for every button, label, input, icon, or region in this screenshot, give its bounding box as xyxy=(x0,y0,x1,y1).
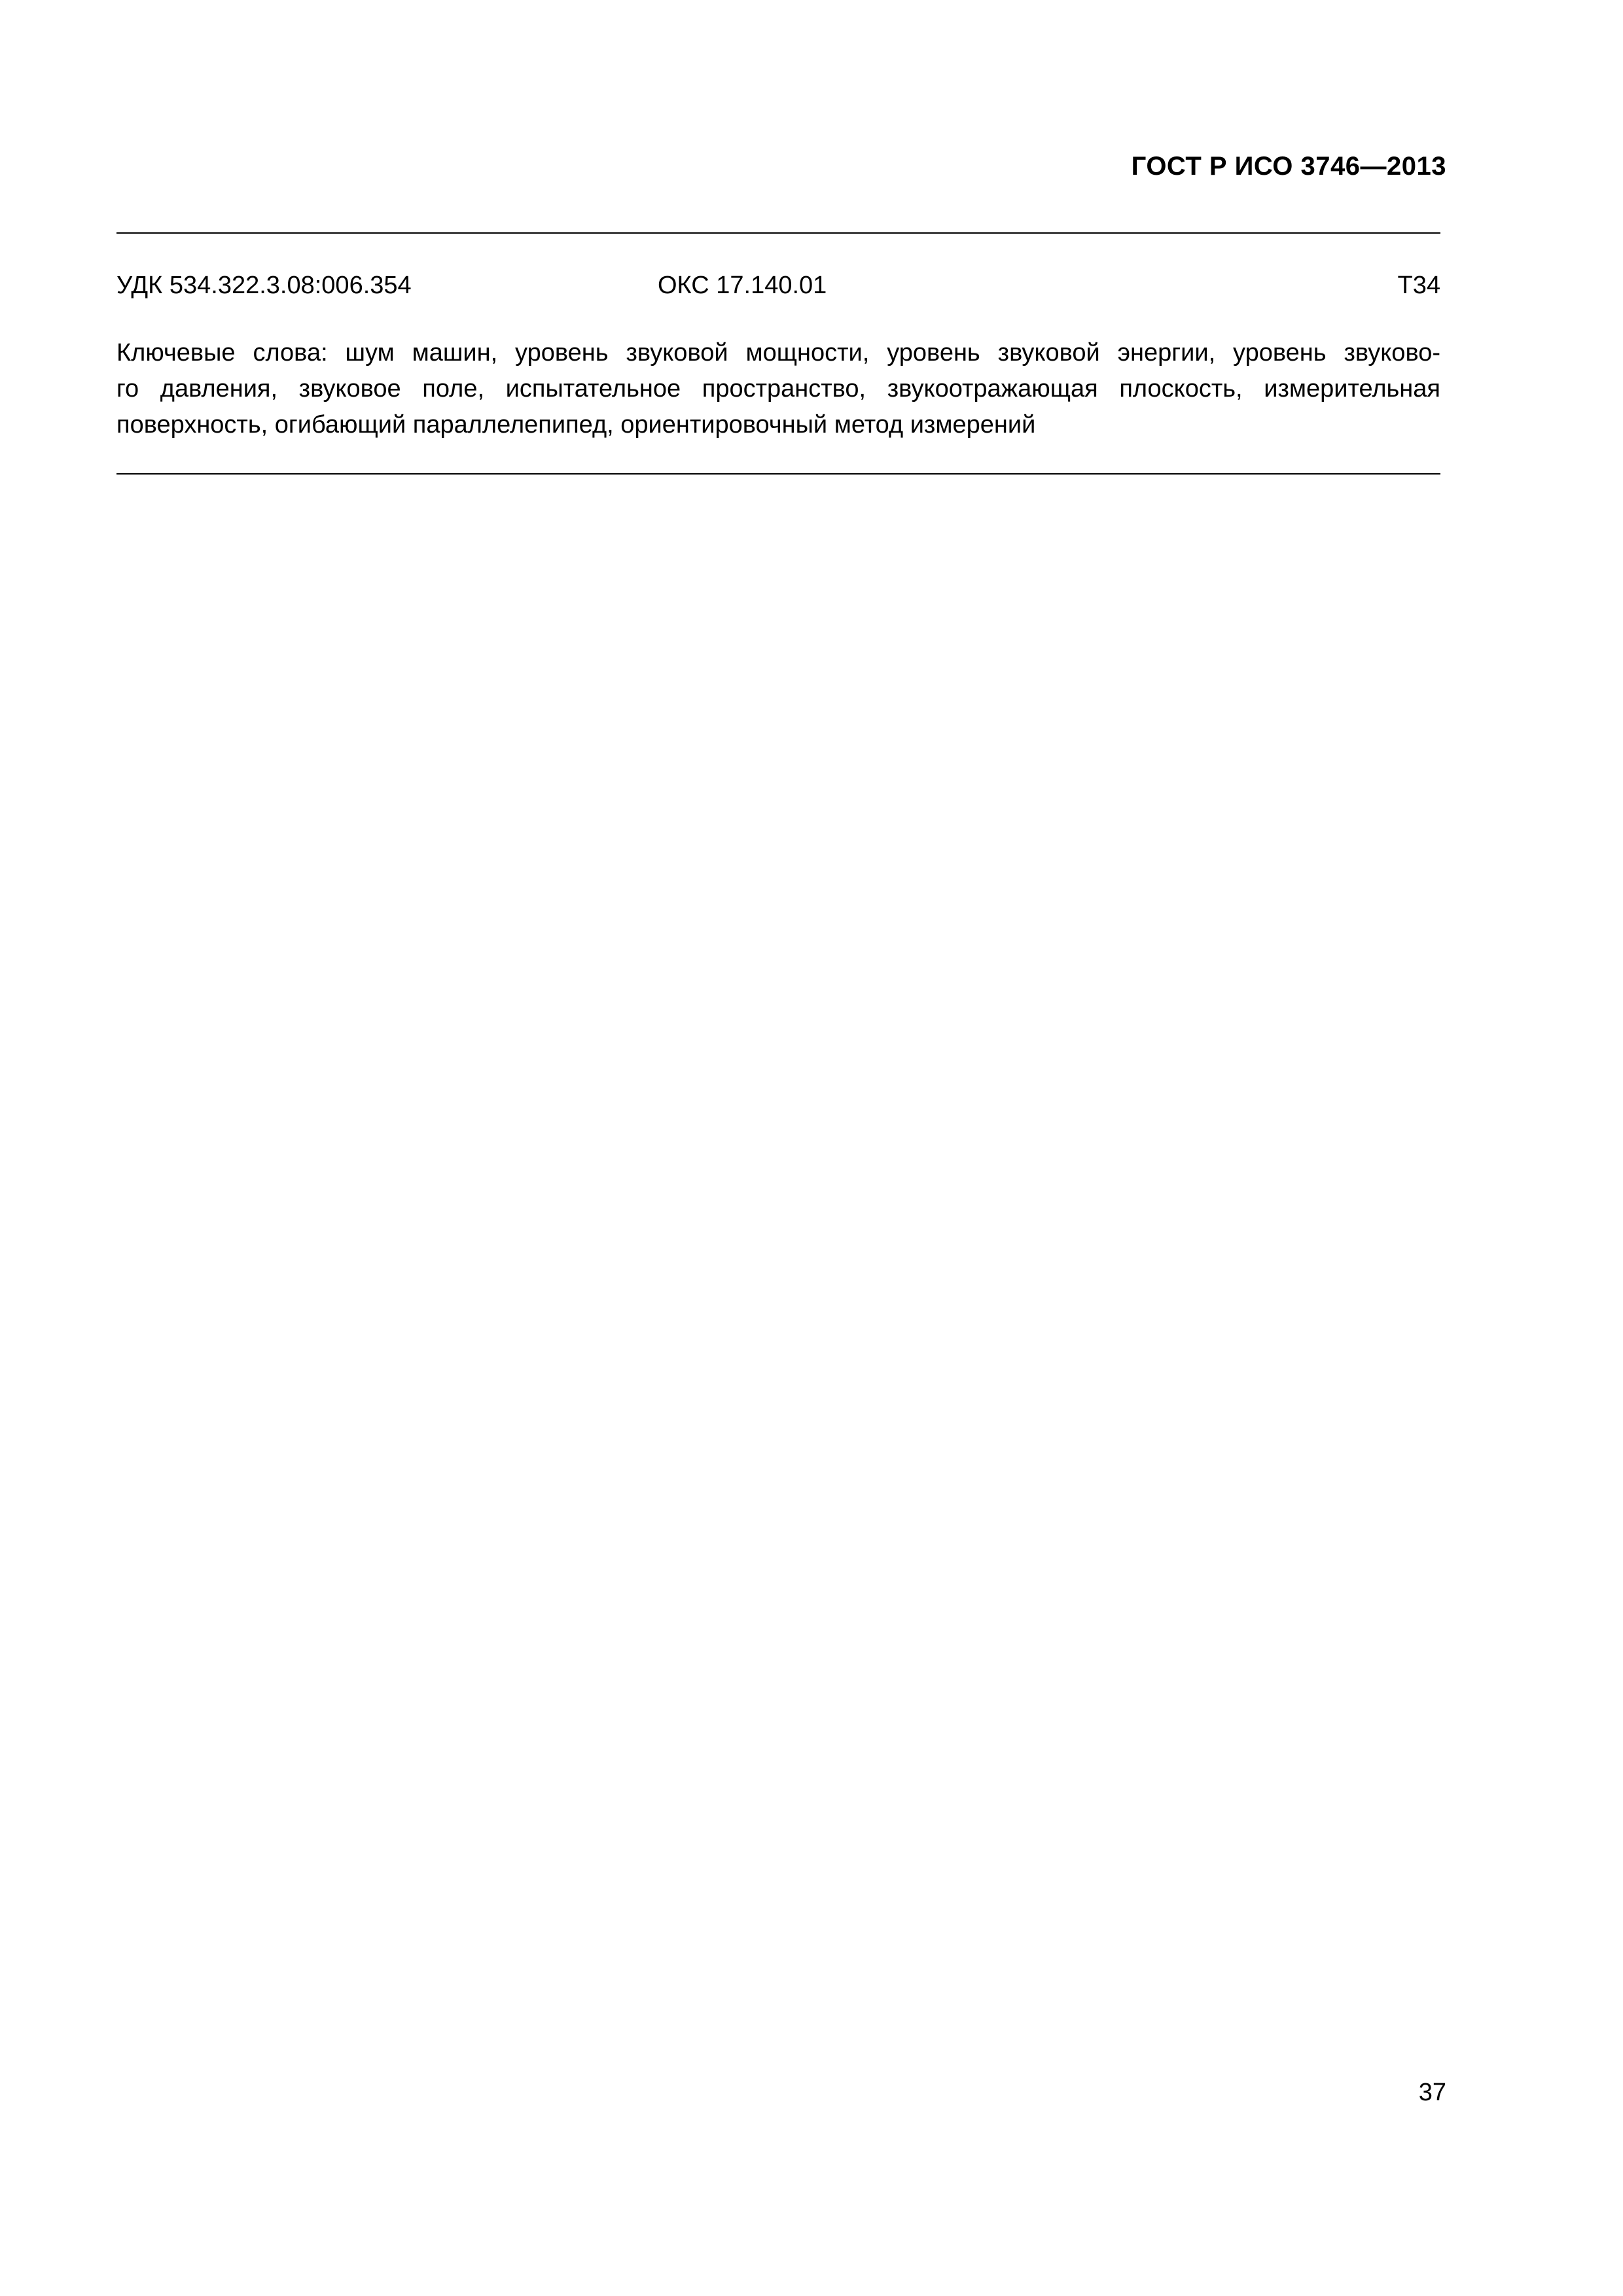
page-number: 37 xyxy=(1418,2079,1446,2106)
bottom-divider xyxy=(116,473,1440,475)
keywords-line-3: поверхность, огибающий параллелепипед, ориентировочный метод измерений xyxy=(116,411,1036,439)
keywords-line-2: го давления, звуковое поле, испытательное пространство, звукоотражающая плоскость, измерительная xyxy=(116,375,1440,403)
classification-row xyxy=(116,268,1440,302)
standard-designation: ГОСТ Р ИСО 3746—2013 xyxy=(1131,152,1446,181)
top-divider xyxy=(116,232,1440,234)
oks-code: ОКС 17.140.01 xyxy=(658,272,827,299)
udk-code: УДК 534.322.3.08:006.354 xyxy=(116,272,412,299)
keywords-paragraph xyxy=(116,335,1440,443)
classifier-code: Т34 xyxy=(1397,272,1440,299)
keywords-line-1: Ключевые слова: шум машин, уровень звуковой мощности, уровень звуковой энергии, уровень звуково- xyxy=(116,339,1440,367)
